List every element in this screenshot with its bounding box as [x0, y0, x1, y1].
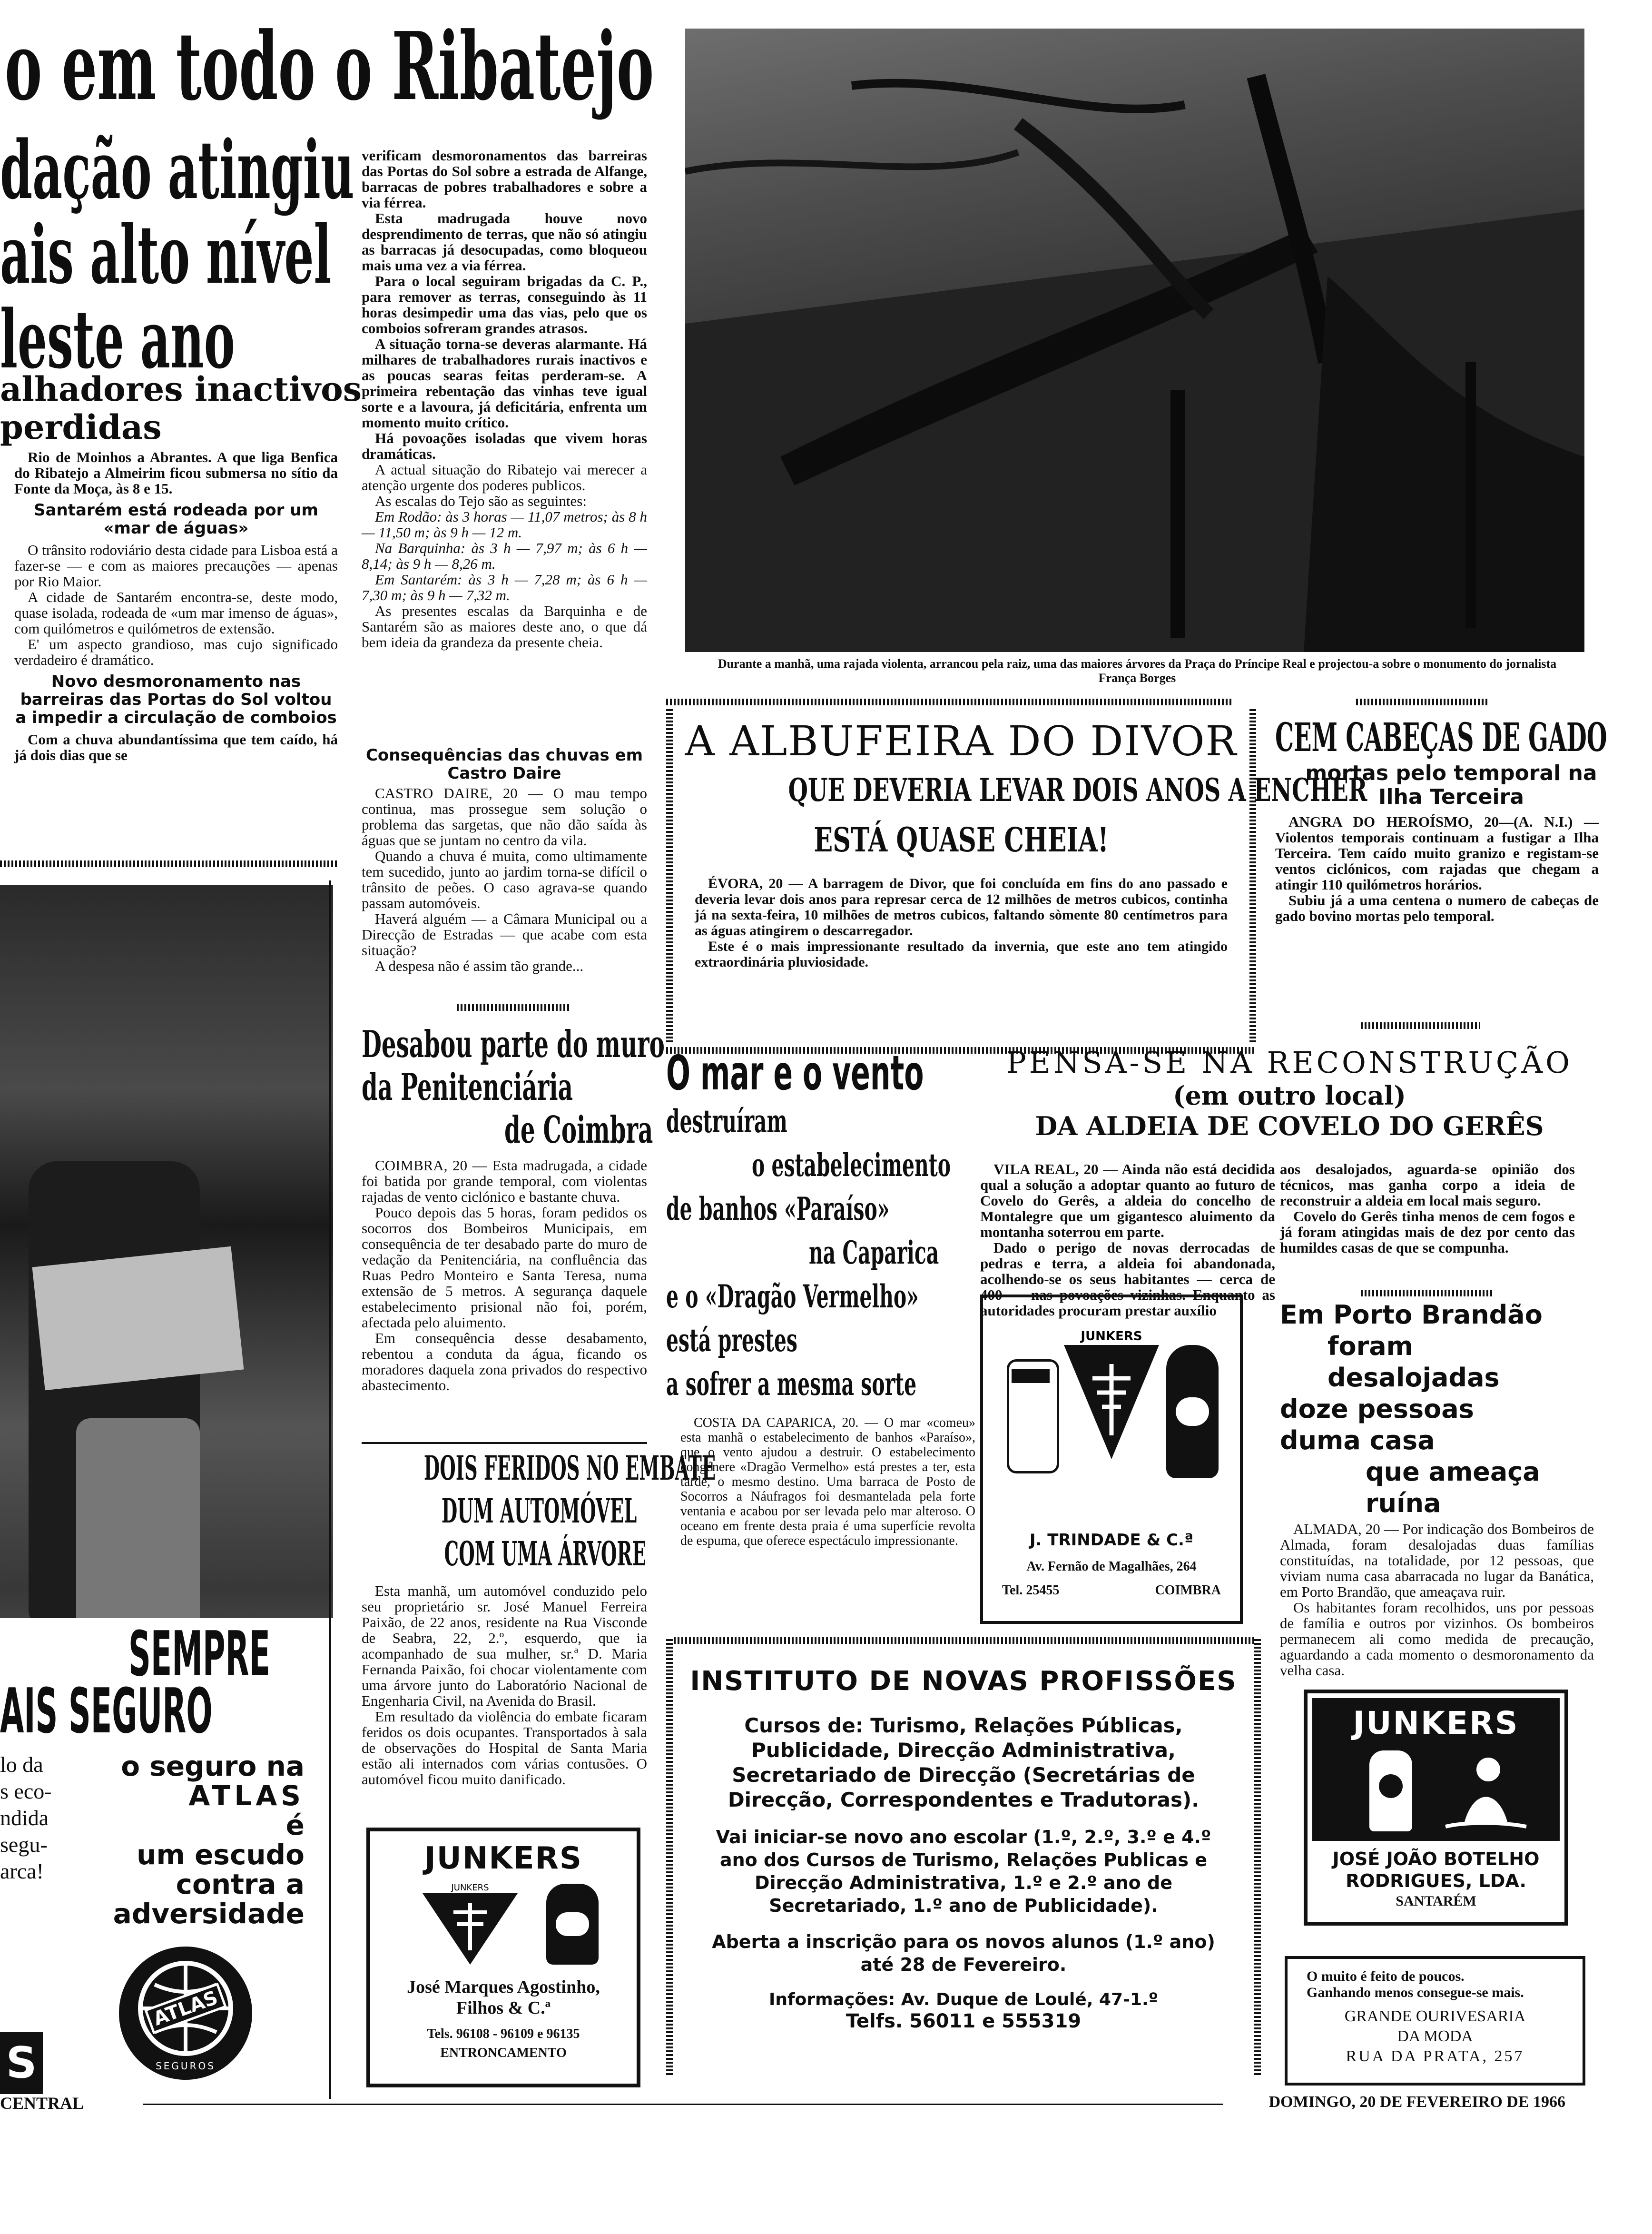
instituto-p4: Informações: Av. Duque de Loulé, 47-1.º — [768, 1990, 1159, 2009]
feridos-title-2: DUM AUTOMÓVEL — [441, 1491, 637, 1531]
castro-p4: A despesa não é assim tão grande... — [375, 958, 584, 974]
feridos-p2: Em resultado da violência do embate ficaram feridos os dois ocupantes. Transportados à sala de observações do Hospital de Santa Maria estão ali internados com várias contusões. O automóvel ficou muito danificado. — [362, 1708, 647, 1788]
col2-p7: As escalas do Tejo são as seguintes: — [375, 493, 587, 509]
divor-box — [666, 709, 1367, 1042]
col1-sub2: Novo desmoronamento nas barreiras das Portas do Sol voltou a impedir a circulação de comboios — [15, 672, 337, 727]
ouriv-l5: RUA DA PRATA, 257 — [1346, 2047, 1524, 2065]
ad-trindade — [980, 1295, 1243, 1624]
covelo-p2: Dado o perigo de novas derrocadas de pedras e terra, a aldeia foi abandonada, acolhendo-se os seus habitantes — cerca de 400 — nas povoações vizinhas. Enquanto as autoridades procuram prestar auxílio — [980, 1239, 1275, 1319]
brandao-article — [1280, 1299, 1594, 1678]
atlas-slogan-4: um escudo — [137, 1839, 305, 1871]
atlas-logo-sub: SEGUROS — [156, 2060, 216, 2072]
gado-p2: Subiu já a uma centena o numero de cabeças de gado bovino mortas pelo temporal. — [1275, 892, 1599, 924]
instituto-p3: Aberta a inscrição para os novos alunos (1.º ano) até 28 de Fevereiro. — [712, 1931, 1215, 1975]
divider — [1356, 699, 1489, 705]
col2-p2: Esta madrugada houve novo desprendimento de terras, que não só atingiu as barracas já desocupadas, como bloqueou mais uma vez a via férrea. — [362, 210, 647, 274]
col2-p3: Para o local seguiram brigadas da C. P., para remover as terras, conseguindo às 11 horas desimpedir uma das vias, pelo que os comboios sofreram grandes atrasos. — [362, 273, 647, 336]
atlas-frag-2: s eco- — [0, 1779, 52, 1803]
paraiso-t6: e o «Dragão Vermelho» — [666, 1278, 919, 1315]
ouriv-l1: O muito é feito de poucos. — [1307, 1968, 1465, 1984]
agostinho-city: ENTRONCAMENTO — [440, 2046, 567, 2060]
trindade-tel: Tel. 25455 — [1002, 1583, 1060, 1598]
paraiso-article — [666, 1047, 990, 1548]
divider — [457, 1004, 571, 1011]
brandao-t3: doze pessoas — [1280, 1394, 1474, 1424]
col1-sub1: Santarém está rodeada por um «mar de águas» — [34, 501, 318, 538]
coimbra-p2: Pouco depois das 5 horas, foram pedidos os socorros dos Bombeiros Municipais, em consequência de ter desabado parte do muro de vedação da Penitenciária, na confluência das Ruas Pedro Monteiro e Santa Teresa, numa extensão de 5 metros. A segurança daquele estabelecimento prisional não foi, porém, afectada pelo aluimento. — [362, 1204, 647, 1331]
headline-line-4: leste ano — [0, 292, 235, 386]
divider — [1361, 1290, 1494, 1296]
covelo-t2: (em outro local) — [1173, 1080, 1406, 1111]
col1-p5: Com a chuva abundantíssima que tem caído, há já dois dias que se — [14, 731, 338, 763]
headline-line-1: o em todo o Ribatejo — [5, 12, 654, 121]
junkers-agostinho-logo-icon — [423, 1884, 518, 1965]
atlas-slogan-6: adversidade — [113, 1898, 305, 1930]
footer-line — [143, 2104, 1223, 2105]
covelo-p4: Covelo do Gerês tinha menos de cem fogos e já foram atingidas mais de dez por cento das humildes casas de que se compunha. — [1280, 1208, 1575, 1256]
col2-p6: A actual situação do Ribatejo vai merecer a atenção urgente dos poderes publicos. — [362, 461, 647, 494]
atlas-slogan-1: o seguro na — [121, 1750, 305, 1782]
atlas-frag-3: ndida — [0, 1806, 49, 1830]
atlas-logo-text: ATLAS — [150, 1987, 221, 2030]
ad-botelho — [1304, 1690, 1568, 1926]
main-article-col2 — [362, 148, 647, 650]
col2-p8: Em Rodão: às 3 horas — 11,07 metros; às 8 h — 11,50 m; às 9 h — 12 m. — [362, 508, 647, 541]
brandao-t4: duma casa — [1280, 1425, 1435, 1455]
fallen-tree-image — [685, 29, 1584, 652]
atlas-mais-seguro: AIS SEGURO — [0, 1675, 213, 1747]
instituto-p5: Telfs. 56011 e 555319 — [846, 2010, 1082, 2032]
subhead-1: alhadores inactivos — [0, 369, 362, 409]
divor-p1: ÉVORA, 20 — A barragem de Divor, que foi concluída em fins do ano passado e deveria levar dois anos para represar cerca de 12 milhões de metros cubicos, continha já na sexta-feira, 10 milhões de metros cubicos, faltando sòmente 80 centímetros para as águas atingirem o descarregador. — [695, 876, 1228, 939]
feridos-p1: Esta manhã, um automóvel conduzido pelo seu proprietário sr. José Manuel Ferreira Paixão, de 22 anos, residente na Rua Visconde de Seabra, 22, 2.º, esquerdo, que ia acompanhado de sua mulher, sr.ª D. Maria Fernanda Paixão, foi chocar violentamente com uma árvore junto do Laboratório Nacional de Engenharia Civil, na Avenida do Brasil. — [362, 1582, 647, 1709]
agostinho-brand: JUNKERS — [424, 1841, 583, 1876]
feridos-title-3: COM UMA ÁRVORE — [444, 1534, 646, 1573]
brandao-p1: ALMADA, 20 — Por indicação dos Bombeiros de Almada, foram desalojadas duas famílias constituídas, na totalidade, por 12 pessoas, que viviam numa casa abarracada no lugar da Banática, em Porto Brandão, que ameaçava ruir. — [1280, 1521, 1594, 1600]
trindade-name: J. TRINDADE & C.ª — [1029, 1531, 1194, 1550]
brandao-t2: foram desalojadas — [1328, 1331, 1500, 1393]
atlas-corner: S — [0, 2032, 43, 2094]
gado-p1: ANGRA DO HEROÍSMO, 20—(A. N.I.) — Violentos temporais continuam a fustigar a Ilha Terceira. Tem caído muito granizo e registam-se ventos ciclónicos, com rajadas que chegam a atingir 110 quilómetros horários. — [1275, 813, 1599, 893]
atlas-slogan — [105, 1751, 305, 1928]
footer-right: DOMINGO, 20 DE FEVEREIRO DE 1966 — [1268, 2093, 1565, 2111]
coimbra-title-2: da Penitenciária — [362, 1066, 573, 1109]
coimbra-title-1: Desabou parte do muro — [362, 1023, 665, 1066]
trindade-city: COIMBRA — [1155, 1583, 1221, 1598]
gado-title-1: CEM CABEÇAS DE GADO — [1275, 715, 1607, 761]
castro-p3: Haverá alguém — a Câmara Municipal ou a Direcção de Estradas — que acabe com esta situação? — [362, 910, 647, 959]
agostinho-name-1: José Marques Agostinho, — [407, 1977, 600, 1997]
instituto-p1: Cursos de: Turismo, Relações Públicas, Publicidade, Direcção Administrativa, Secretariado de Direcção (Secretárias de Direcção, Correspondentes e Tradutoras). — [728, 1714, 1200, 1811]
botelho-name-2: RODRIGUES, LDA. — [1346, 1870, 1526, 1891]
brandao-p2: Os habitantes foram recolhidos, uns por pessoas de família e outros por vizinhos. Os bombeiros permanecem ali como medida de precaução, aguardando a cada momento o desmoronamento da velha casa. — [1280, 1599, 1594, 1679]
paraiso-t8: a sofrer a mesma sorte — [666, 1365, 917, 1403]
col1-p3: A cidade de Santarém encontra-se, deste modo, quase isolada, rodeada de «um mar imenso de águas», com quilómetros e quilómetros de extensão. — [14, 589, 338, 637]
brandao-t5: que ameaça ruína — [1366, 1457, 1540, 1518]
coimbra-rule — [362, 1442, 647, 1444]
atlas-ad-frame — [329, 880, 331, 2099]
paraiso-t3: o estabelecimento — [752, 1147, 951, 1184]
feridos-title-1: DOIS FERIDOS NO EMBATE — [423, 1448, 716, 1488]
botelho-city: SANTARÉM — [1396, 1893, 1476, 1909]
covelo-p3: aos desalojados, aguarda-se opinião dos técnicos, mas ganha corpo a ideia de reconstruir a aldeia em local mais seguro. — [1280, 1161, 1575, 1209]
paraiso-t1: O mar e o vento — [666, 1045, 924, 1101]
botelho-name-1: JOSÉ JOÃO BOTELHO — [1332, 1848, 1540, 1869]
col2-p4: A situação torna-se deveras alarmante. Há milhares de trabalhadores rurais inactivos e as poucas searas feitas perderam-se. A primeira rebentação das vinhas teve igual sorte e a lavoura, já deficitária, enfrenta um momento muito crítico. — [362, 336, 647, 431]
bather-icon — [1436, 1750, 1531, 1836]
castro-title: Consequências das chuvas em Castro Daire — [365, 746, 643, 783]
col2-p1: verificam desmoronamentos das barreiras das Portas do Sol sobre a estrada de Alfange, barracas de pobres trabalhadores e sobre a via férrea. — [362, 147, 647, 211]
ouriv-l2: Ganhando menos consegue-se mais. — [1307, 1985, 1524, 2000]
subhead-2: perdidas — [0, 407, 162, 447]
ouriv-l3: GRANDE OURIVESARIA — [1344, 2007, 1526, 2025]
paraiso-t7: está prestes — [666, 1322, 797, 1359]
col2-p11: As presentes escalas da Barquinha e de Santarém são as maiores deste ano, o que dá bem ideia da grandeza da presente cheia. — [362, 603, 647, 651]
atlas-sempre: SEMPRE — [128, 1618, 270, 1690]
atlas-frag-4: segu- — [0, 1832, 48, 1857]
atlas-frag-5: arca! — [0, 1859, 44, 1883]
gado-article — [1275, 714, 1607, 924]
coimbra-p3: Em consequência desse desabamento, rebentou a conduta da água, ficando os moradores daquela zona privados do respectivo abastecimento. — [362, 1330, 647, 1394]
divider — [666, 699, 1232, 705]
atlas-logo-icon — [114, 1942, 257, 2085]
gado-title-2: mortas pelo temporal na Ilha Terceira — [1305, 761, 1597, 809]
ad-instituto — [666, 1637, 1261, 2075]
agostinho-tels: Tels. 96108 - 96109 e 96135 — [427, 2026, 580, 2041]
ad-ourivesaria — [1285, 1956, 1585, 2086]
divor-title-2: QUE DEVERIA LEVAR DOIS ANOS A ENCHER — [788, 771, 1367, 809]
footer — [0, 2093, 1652, 2122]
castro-p2: Quando a chuva é muita, como ultimamente tem sucedido, junto ao jardim torna-se difícil o trânsito de peões. O caso agrava-se quando passam automóveis. — [362, 848, 647, 911]
headline-line-3: ais alto nível — [0, 208, 332, 302]
junkers-agostinho-brand-small: JUNKERS — [451, 1884, 489, 1893]
covelo-t3: DA ALDEIA DE COVELO DO GERÊS — [1035, 1111, 1544, 1141]
atlas-slogan-2: ATLAS — [188, 1779, 305, 1812]
headline-line-2: dação atingiu — [0, 123, 354, 217]
coimbra-title-3: de Coimbra — [504, 1108, 653, 1152]
divor-title-1: A ALBUFEIRA DO DIVOR — [685, 718, 1238, 765]
divor-title-3: ESTÁ QUASE CHEIA! — [814, 820, 1109, 860]
junkers-trindade-brand: JUNKERS — [1081, 1329, 1142, 1344]
trindade-addr: Av. Fernão de Magalhães, 264 — [1026, 1559, 1197, 1574]
paraiso-t2: destruíram — [666, 1103, 787, 1140]
divider — [1361, 1022, 1480, 1029]
covelo-article — [971, 1045, 1608, 1142]
divider — [0, 860, 338, 867]
col1-p4: E' um aspecto grandioso, mas cujo significado verdadeiro é dramático. — [14, 636, 338, 668]
covelo-col2 — [1280, 1161, 1575, 1255]
atlas-frag-1: lo da — [0, 1752, 43, 1777]
tree-photo — [685, 29, 1584, 652]
junkers-trindade-logo-icon — [1064, 1326, 1159, 1469]
atlas-fragments — [0, 1751, 95, 1885]
coimbra-article — [362, 1023, 665, 1394]
footer-left: CENTRAL — [0, 2094, 84, 2113]
col1-p2: O trânsito rodoviário desta cidade para Lisboa está a fazer-se — e com as maiores precauções — apenas por Rio Maior. — [14, 542, 338, 590]
photo-caption: Durante a manhã, uma rajada violenta, arrancou pela raiz, uma das maiores árvores da Praça do Príncipe Real e projectou-a sobre o monumento do jornalista França Borges — [718, 657, 1557, 685]
col2-p9: Na Barquinha: às 3 h — 7,97 m; às 6 h — 8,14; às 9 h — 8,26 m. — [362, 540, 647, 572]
col2-p5: Há povoações isoladas que vivem horas dramáticas. — [362, 430, 647, 462]
main-article-col1 — [14, 449, 338, 763]
col2-p10: Em Santarém: às 3 h — 7,28 m; às 6 h — 7,30 m; às 9 h — 7,32 m. — [362, 571, 647, 603]
atlas-slogan-3: é — [285, 1809, 305, 1841]
castro-article — [362, 746, 647, 974]
paraiso-p1: COSTA DA CAPARICA, 20. — O mar «comeu» esta manhã o estabelecimento de banhos «Paraíso», que o vento ajudou a destruir. O estabelecimento congénere «Dragão Vermelho» está prestes a ter, esta tarde, o mesmo destino. Uma barraca de Posto de Socorros a Náufragos foi desmantelada pela forte ventania e acabou por ser levada pelo mar alteroso. O oceano em frente desta praia é uma superfície revolta de espuma, que oferece espectáculo impressionante. — [680, 1415, 975, 1548]
instituto-p2: Vai iniciar-se novo ano escolar (1.º, 2.º, 3.º e 4.º ano dos Cursos de Turismo, Relações Publicas e Direcção Administrativa, 1.º e 2.º ano de Secretariado, 1.º ano de Publicidade). — [716, 1827, 1211, 1916]
col1-p1: Rio de Moinhos a Abrantes. A que liga Benfica do Ribatejo a Almeirim ficou submersa no sítio da Fonte da Moça, às 8 e 15. — [14, 449, 338, 497]
coimbra-p1: COIMBRA, 20 — Esta madrugada, a cidade foi batida por grande temporal, com violentas rajadas de vento ciclónico e bastante chuva. — [362, 1157, 647, 1205]
covelo-p1: VILA REAL, 20 — Ainda não está decidida qual a solução a adoptar quanto ao futuro de Covelo do Gerês, a aldeia do concelho de Montalegre que um gigantesco aluimento da montanha soterrou em parte. — [980, 1161, 1275, 1240]
brandao-t1: Em Porto Brandão — [1280, 1300, 1543, 1330]
divor-p2: Este é o mais impressionante resultado da invernia, que este ano tem atingido extraordinária pluviosidade. — [695, 939, 1228, 970]
ad-agostinho — [366, 1828, 640, 2087]
paraiso-t5: na Caparica — [809, 1234, 939, 1271]
atlas-slogan-5: contra a — [176, 1868, 305, 1900]
covelo-t1: PENSA-SE NA RECONSTRUÇÃO — [1006, 1045, 1573, 1080]
ouriv-l4: DA MODA — [1397, 2027, 1473, 2045]
instituto-title: INSTITUTO DE NOVAS PROFISSÕES — [690, 1666, 1237, 1697]
paraiso-t4: de banhos «Paraíso» — [666, 1190, 890, 1227]
castro-p1: CASTRO DAIRE, 20 — O mau tempo continua, mas prossegue sem solução o problema das sargetas, que não dão saída às águas que se juntam no centro da vila. — [362, 785, 647, 849]
botelho-brand: JUNKERS — [1353, 1705, 1519, 1741]
agostinho-name-2: Filhos & C.ª — [456, 1998, 551, 2018]
